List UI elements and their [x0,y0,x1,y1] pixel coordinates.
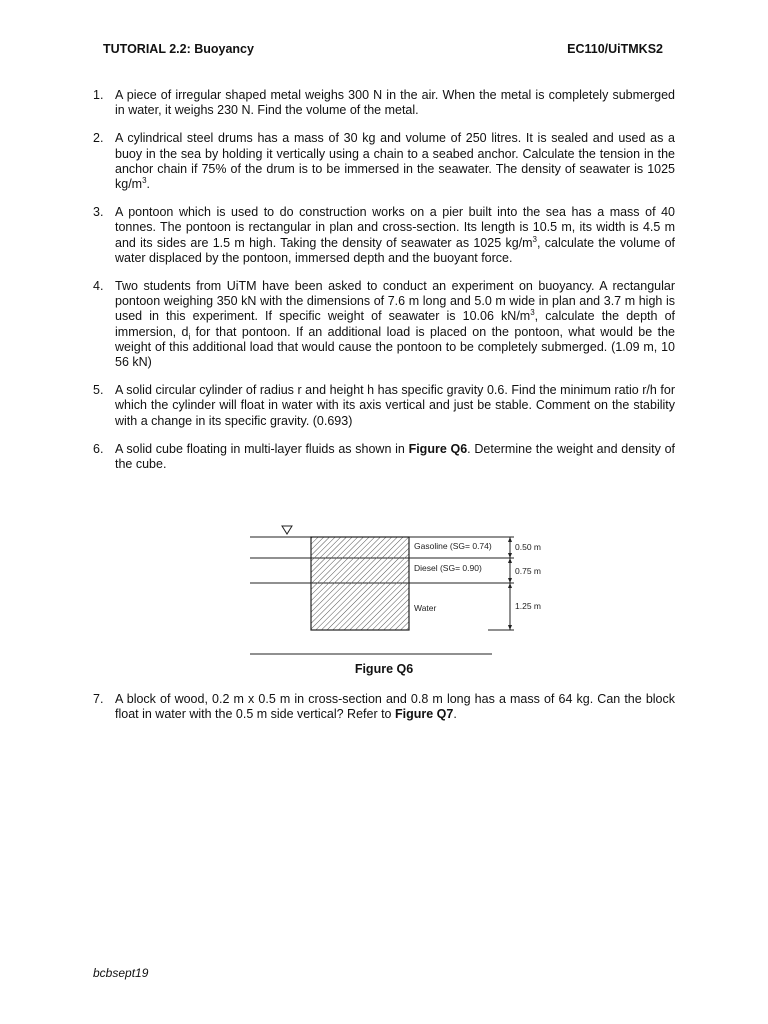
question-5 [93,383,675,429]
question-number: 6. [93,441,104,456]
figure-caption: Figure Q6 [354,662,414,676]
diesel-label: Diesel (SG= 0.90) [414,563,482,573]
question-text: A solid circular cylinder of radius r and height h has specific gravity 0.6. Find the minimum ratio r/h for which the cylinder will float in water with its axis vertical and just be stable. Comment on the stability with a change in its specific gravity. (0.693) [115,383,675,428]
free-surface-symbol [282,526,292,534]
page-header [103,42,663,56]
question-7 [93,692,675,722]
gasoline-label: Gasoline (SG= 0.74) [414,541,492,551]
question-text: A block of wood, 0.2 m x 0.5 m in cross-section and 0.8 m long has a mass of 64 kg. Can the block float in water with the 0.5 m side vertical? Refer to Figure Q7. [115,692,675,722]
diesel-depth-label: 0.75 m [515,566,541,576]
question-number: 4. [93,279,104,294]
question-list [93,88,675,485]
question-text: A cylindrical steel drums has a mass of 30 kg and volume of 250 litres. It is sealed and used as a buoy in the sea by holding it vertically using a chain to a seabed anchor. Calculate the tension in the anchor chain if 75% of the drum is to be immersed in the seawater. The density of seawater is 1025 $kg/m^3$. [115,131,675,192]
question-text: A piece of irregular shaped metal weighs 300 N in the air. When the metal is completely submerged in water, it weighs 230 N. Find the volume of the metal. [115,88,675,118]
question-text: A solid cube floating in multi-layer fluids as shown in Figure Q6. Determine the weight and density of the cube. [115,441,676,472]
question-number: 7. [93,692,104,706]
gasoline-depth-label: 0.50 m [515,542,541,552]
question-number: 2. [93,131,104,146]
question-6 [93,442,675,472]
question-text: Two students from UiTM have been asked to conduct an experiment on buoyancy. A rectangular pontoon weighing 350 kN with the dimensions of 7.6 m long and 5.0 m wide in plan and 3.7 m high is used in this experiment. If specific weight of seawater is 10.06 $kN/m^3$, calculate the depth of immersion, $d_i$ for that pontoon. If an additional load is placed on the pontoon, what would be the weight of this additional load that would cause the pontoon to be completely submerged. (1.09 m, 10 56 kN) [115,279,676,370]
course-code: EC110/UiTMKS2 [567,42,663,56]
figure-q6-diagram [248,522,548,666]
tutorial-title: TUTORIAL 2.2: Buoyancy [103,42,254,56]
question-number: 3. [93,205,104,220]
question-number: 1. [93,88,104,102]
question-3 [93,205,675,266]
page-footer: bcbsept19 [93,966,149,980]
water-label: Water [414,603,437,613]
water-depth-label: 1.25 m [515,601,541,611]
question-number: 5. [93,383,104,398]
figure-q6 [248,522,548,666]
question-2 [93,131,675,192]
question-4 [93,279,675,370]
question-1 [93,88,675,118]
floating-cube [311,537,409,630]
question-text: A pontoon which is used to do construction works on a pier built into the sea has a mass of 40 tonnes. The pontoon is rectangular in plan and cross-section. Its length is 10.5 m, its width is 4.5 m and its sides are 1.5 m high. Taking the density of seawater as 1025 $kg/m^3$, calculate the volume of water displaced by the pontoon, immersed depth and the buoyant force. [115,205,676,265]
